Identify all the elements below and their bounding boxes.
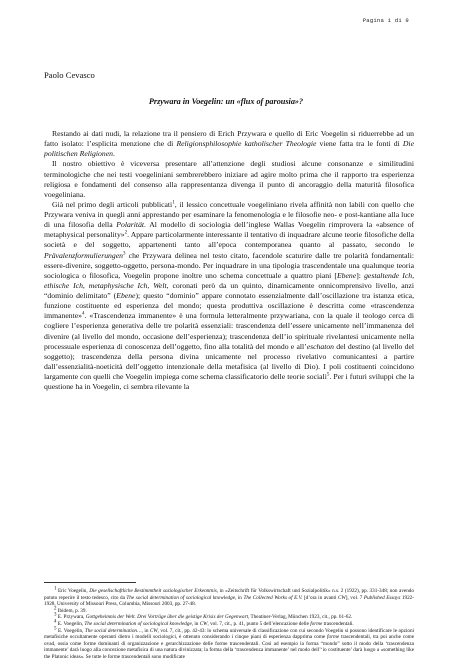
footnote-marker: 5	[326, 372, 330, 378]
text-run: 1922-1928, University of Missouri Press, Columbia, Missouri 2003, pp. 27-48.	[44, 594, 414, 608]
text-run: , coronati però da un quinto, dinamicamente onnicomprensivo livello, anzi “dominio delimitato” (	[44, 280, 414, 300]
footnote-marker: 4	[54, 619, 57, 625]
text-run: , in	[191, 620, 200, 627]
footnote	[44, 621, 414, 628]
text-run: E. Przywara,	[56, 614, 86, 621]
text-run: trascendentali, tra poi anche come ovad, ossia come forme dominanti di organizzazione e gerarchizzazione delle forme trascendentali. Così ad esempio la forma “mondo” sotto il modo della ‘trascendenza immanente’ darà luogo alla concezione metafisica di una natura divinizzata; la forma della ‘trascendenza immanente’ nel modo dell’‘io costituente’ darà luogo a «something like the Platonic ideas». Se tutte le forme trascendentali sono modificate	[44, 634, 415, 660]
text-run: CW	[199, 620, 208, 627]
text-run: .	[112, 149, 115, 159]
text-run: Published Essays	[363, 594, 401, 601]
text-run: E. Voegelin,	[56, 627, 85, 634]
footnote-marker: 1	[54, 586, 57, 592]
text-run: Ebene	[336, 270, 357, 280]
text-run: viene fatta tra le fonti di	[316, 139, 403, 149]
text-run: , Theatiner-Verlag, München 1923, cit., pp. 61-62.	[248, 614, 353, 621]
text-run: del destino (al livello del soggetto); trascendenza della persona divina unicamente nel processo rivelativo comunicantesi a partire dall’essenzialità-noeticità dell’oggetto intenzionale della metafisica (al livello di Dio). I poli costituenti coincidono largamente con quelli che Voegelin impiega come schema classificatorio delle teorie sociali	[44, 341, 414, 381]
text-run: [d’ora in avanti	[302, 594, 338, 601]
text-run: trascendentali.	[322, 620, 354, 627]
text-run: gestaltende Ich, ethische Ich, metaphysische Ich, Welt	[44, 270, 415, 290]
text-run: . Appare particolarmente interessante il tentativo di inquadrare alcune teorie filosofiche della società e del soggetto, appartenenti tanto all’epoca contemporanea quanto al passato, secondo le	[44, 230, 414, 250]
footnotes	[44, 586, 415, 660]
body-text	[44, 129, 414, 392]
text-run: , il lessico concettuale voegeliniano rivela affinità non labili con quello che Przywara veniva in quegli anni apprestando per esaminare la fenomenologia e le filosofie neo- e post-kantiane alla luce di una filosofia della	[44, 199, 414, 230]
text-run: , vol. 7, cit., pp. 42-43: lo schema universale di classificazione con cui secondo Voegelin si possono identificare le opzioni metafisiche occultamente operanti dietro i modelli sociologici, è ottenuto considerando i cinque piani di esperienza dapprima come	[44, 627, 415, 641]
text-run: , in	[141, 627, 150, 634]
footnote	[44, 614, 414, 621]
text-run: Ebene	[116, 291, 136, 300]
text-run: E. Voegelin,	[56, 620, 85, 627]
text-run: , vol. 7, cit., p. 41, punto 5 dell’elencazione delle	[207, 620, 311, 627]
text-run: Eric Voegelin,	[56, 588, 90, 594]
text-run: eschaton	[306, 341, 335, 351]
text-run: , in	[235, 594, 244, 601]
text-run: The social determination…	[84, 627, 142, 634]
text-run: forme	[327, 634, 340, 641]
text-run: . Per i futuri sviluppi che la questione ha in Voegelin, ci sembra rilevante la	[44, 372, 414, 392]
text-run: Ibidem, p. 39.	[56, 607, 87, 614]
text-run: The social determination of sociological knowledge	[126, 594, 236, 601]
text-run: ], vol. 7	[345, 594, 364, 601]
article-title: Przywara in Voegelin: un «flux of parousia»?	[148, 97, 304, 106]
text-run: . Al modello di sociologia dell’inglese Wallas Voegelin rimprovera la «absence of metaphysical personality»	[44, 220, 415, 240]
paragraph	[44, 159, 414, 200]
footnote-marker: 5	[54, 625, 57, 631]
footnote-marker: 3	[54, 612, 57, 618]
footnote	[44, 588, 414, 608]
text-run: Il nostro obiettivo è viceversa presentare all’attenzione degli studiosi alcune consonanze e similitudini terminologiche che nei testi voegeliniani sembrerebbero iniziare ad agire molto prima che il rapporto tra esperienza religiosa e fondamenti del consenso alla rappresentanza divenga il punto di ancoraggio della maturità filosofica voegeliniana.	[44, 159, 414, 199]
footnote-marker: 4	[82, 311, 85, 317]
page-number: Pagina 1 di 9	[362, 17, 409, 24]
text-run: Polarität	[116, 220, 145, 230]
text-run: ); questo “dominio” appare connotato essenzialmente dall’oscillazione tra istanza etica, funzione costituente ed esperienza del mondo; questa produttiva oscillazione è descritta come «trascendenza immanente»	[44, 291, 414, 321]
text-run: The Collected Works of E.V.	[243, 594, 303, 601]
text-run: , in «Zeitschrift für Volkswirtschaft und Sozialpolitik» n.s. 2 (1922), pp. 331-348; non avendo potuto reperire il testo tedesco, cito da	[44, 588, 414, 601]
text-run: ]:	[356, 270, 365, 280]
text-run: che Przywara delinea nel testo citato, facendole scaturire dalle tre polarità fondamentali: essere-divenire, soggetto-oggetto, persona-mondo. Per inquadrare in una tipologia trascendentale una qualunque teoria sociologica o filosofica, Voegelin propone inoltre uno schema concettuale a quattro piani [	[44, 250, 414, 280]
author-name: Paolo Cevasco	[44, 70, 95, 80]
footnote-marker: 3	[123, 250, 126, 256]
paragraph	[44, 129, 414, 159]
text-run: Restando ai dati nudi, la relazione tra il pensiero di Erich Przywara e quello di Eric Voegelin si riduerrebbe ad un fatto isolato: l’esplicita menzione che di	[44, 129, 414, 149]
text-run: The social determination of sociological knowledge	[84, 620, 192, 627]
text-run: Die politischen Religionen	[44, 139, 414, 159]
text-run: Religionsphilosophie katholischer Theologie	[176, 139, 317, 149]
text-run: CW	[149, 627, 158, 634]
text-run: CW	[337, 594, 346, 601]
paragraph	[44, 200, 414, 392]
footnote-marker: 2	[54, 606, 57, 612]
footnote-marker: 1	[172, 200, 175, 206]
text-run: . «Trascendenza immanente» è una formula letteralmente przywariana, con la quale il teologo cerca di cogliere l’esperienza generativa delle tre polarità essenziali: trascendenza dell’essere unicamente nell’immanenza del divenire (al livello del mondo, occasione dell’esperienza); trascendenza dell’io spirituale rivelantesi unicamente nella processuale esperienza di conoscenza dell’oggetto, fino alla totalità del mondo e all’	[44, 311, 414, 351]
text-run: Prävalenzformulierungen	[44, 250, 123, 260]
text-run: Die gesellschaftliche Bestimmtheit soziologischer Erkenntnis	[89, 588, 217, 594]
text-run: Gottgeheimnis der Welt. Drei Vorträge über die geistige Krisis der Gegenwart	[85, 614, 249, 621]
footnote-marker: 2	[124, 230, 128, 236]
text-run: forme	[310, 620, 323, 627]
text-run: Già nel primo degli articoli pubblicati	[52, 199, 173, 209]
footnote-divider	[44, 582, 136, 583]
footnote	[44, 625, 415, 661]
